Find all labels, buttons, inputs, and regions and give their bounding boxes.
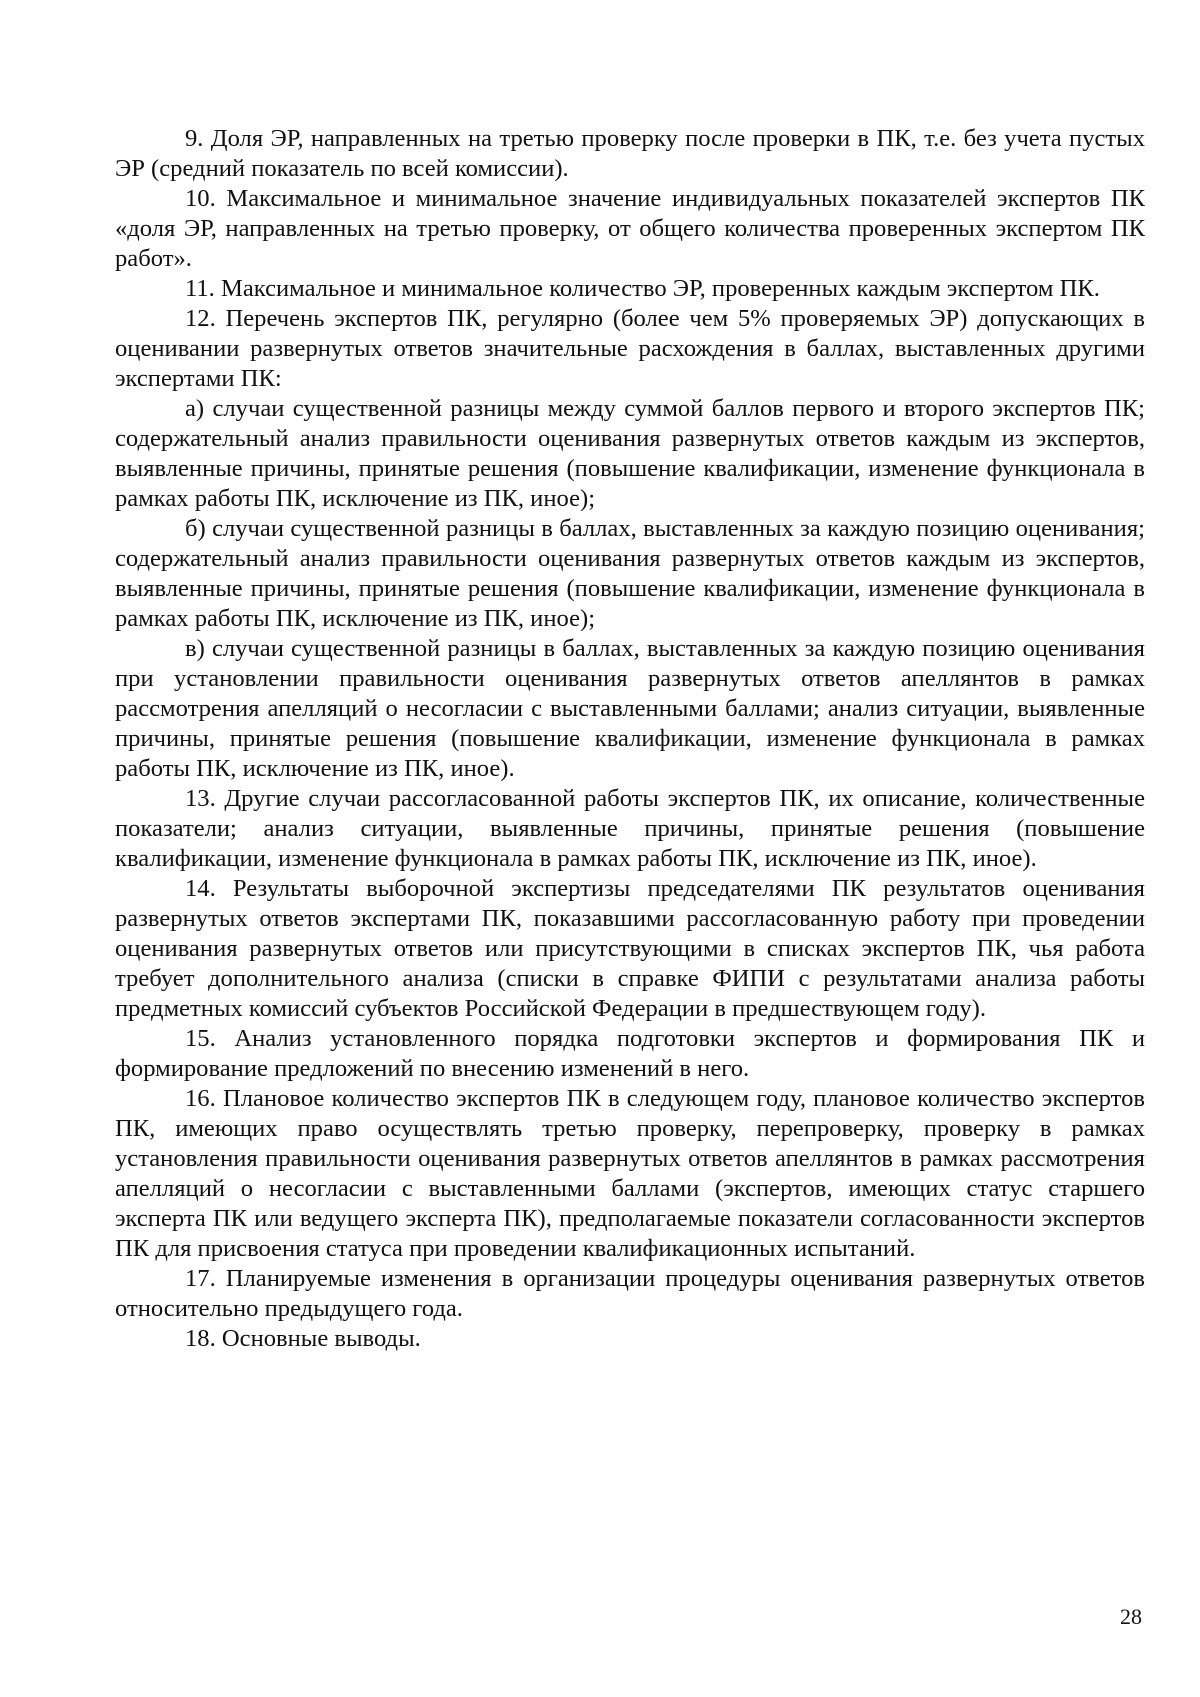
paragraph-item-16: 16. Плановое количество экспертов ПК в следующем году, плановое количество экспертов ПК, имеющих право осуществлять третью проверку, перепроверку, проверку в рамках установления правильности оценивания развернутых ответов апеллянтов в рамках рассмотрения апелляций о несогласии с выставленными баллами (экспертов, имеющих статус старшего эксперта ПК или ведущего эксперта ПК), предполагаемые показатели согласованности экспертов ПК для присвоения статуса при проведении квалификационных испытаний.: [115, 1085, 1145, 1262]
paragraph-item-18: 18. Основные выводы.: [185, 1325, 421, 1352]
paragraph-item-11: 11. Максимальное и минимальное количество ЭР, проверенных каждым экспертом ПК.: [185, 275, 1100, 302]
paragraph-item-10: 10. Максимальное и минимальное значение индивидуальных показателей экспертов ПК «доля ЭР, направленных на третью проверку, от общего количества проверенных экспертом ПК работ».: [115, 185, 1145, 272]
paragraph-subitem-v: в) случаи существенной разницы в баллах, выставленных за каждую позицию оценивания при установлении правильности оценивания развернутых ответов апеллянтов в рамках рассмотрения апелляций о несогласии с выставленными баллами; анализ ситуации, выявленные причины, принятые решения (повышение квалификации, изменение функционала в рамках работы ПК, исключение из ПК, иное).: [115, 635, 1145, 782]
paragraph-item-13: 13. Другие случаи рассогласованной работы экспертов ПК, их описание, количественные показатели; анализ ситуации, выявленные причины, принятые решения (повышение квалификации, изменение функционала в рамках работы ПК, исключение из ПК, иное).: [115, 785, 1145, 872]
paragraph-item-14: 14. Результаты выборочной экспертизы председателями ПК результатов оценивания развернутых ответов экспертами ПК, показавшими рассогласованную работу при проведении оценивания развернутых ответов или присутствующими в списках экспертов ПК, чья работа требует дополнительного анализа (списки в справке ФИПИ с результатами анализа работы предметных комиссий субъектов Российской Федерации в предшествующем году).: [115, 875, 1145, 1022]
paragraph-item-15: 15. Анализ установленного порядка подготовки экспертов и формирования ПК и формирование предложений по внесению изменений в него.: [115, 1025, 1145, 1082]
paragraph-subitem-a: а) случаи существенной разницы между суммой баллов первого и второго экспертов ПК; содержательный анализ правильности оценивания развернутых ответов каждым из экспертов, выявленные причины, принятые решения (повышение квалификации, изменение функционала в рамках работы ПК, исключение из ПК, иное);: [115, 395, 1145, 512]
paragraph-item-12: 12. Перечень экспертов ПК, регулярно (более чем 5% проверяемых ЭР) допускающих в оценивании развернутых ответов значительные расхождения в баллах, выставленных другими экспертами ПК:: [115, 305, 1145, 392]
paragraph-item-17: 17. Планируемые изменения в организации процедуры оценивания развернутых ответов относительно предыдущего года.: [115, 1265, 1145, 1322]
paragraph-item-9: 9. Доля ЭР, направленных на третью проверку после проверки в ПК, т.е. без учета пустых ЭР (средний показатель по всей комиссии).: [115, 125, 1145, 182]
document-body: [115, 124, 1145, 1354]
paragraph-subitem-b: б) случаи существенной разницы в баллах, выставленных за каждую позицию оценивания; содержательный анализ правильности оценивания развернутых ответов каждым из экспертов, выявленные причины, принятые решения (повышение квалификации, изменение функционала в рамках работы ПК, исключение из ПК, иное);: [115, 515, 1145, 632]
page-number: 28: [1120, 1604, 1142, 1629]
